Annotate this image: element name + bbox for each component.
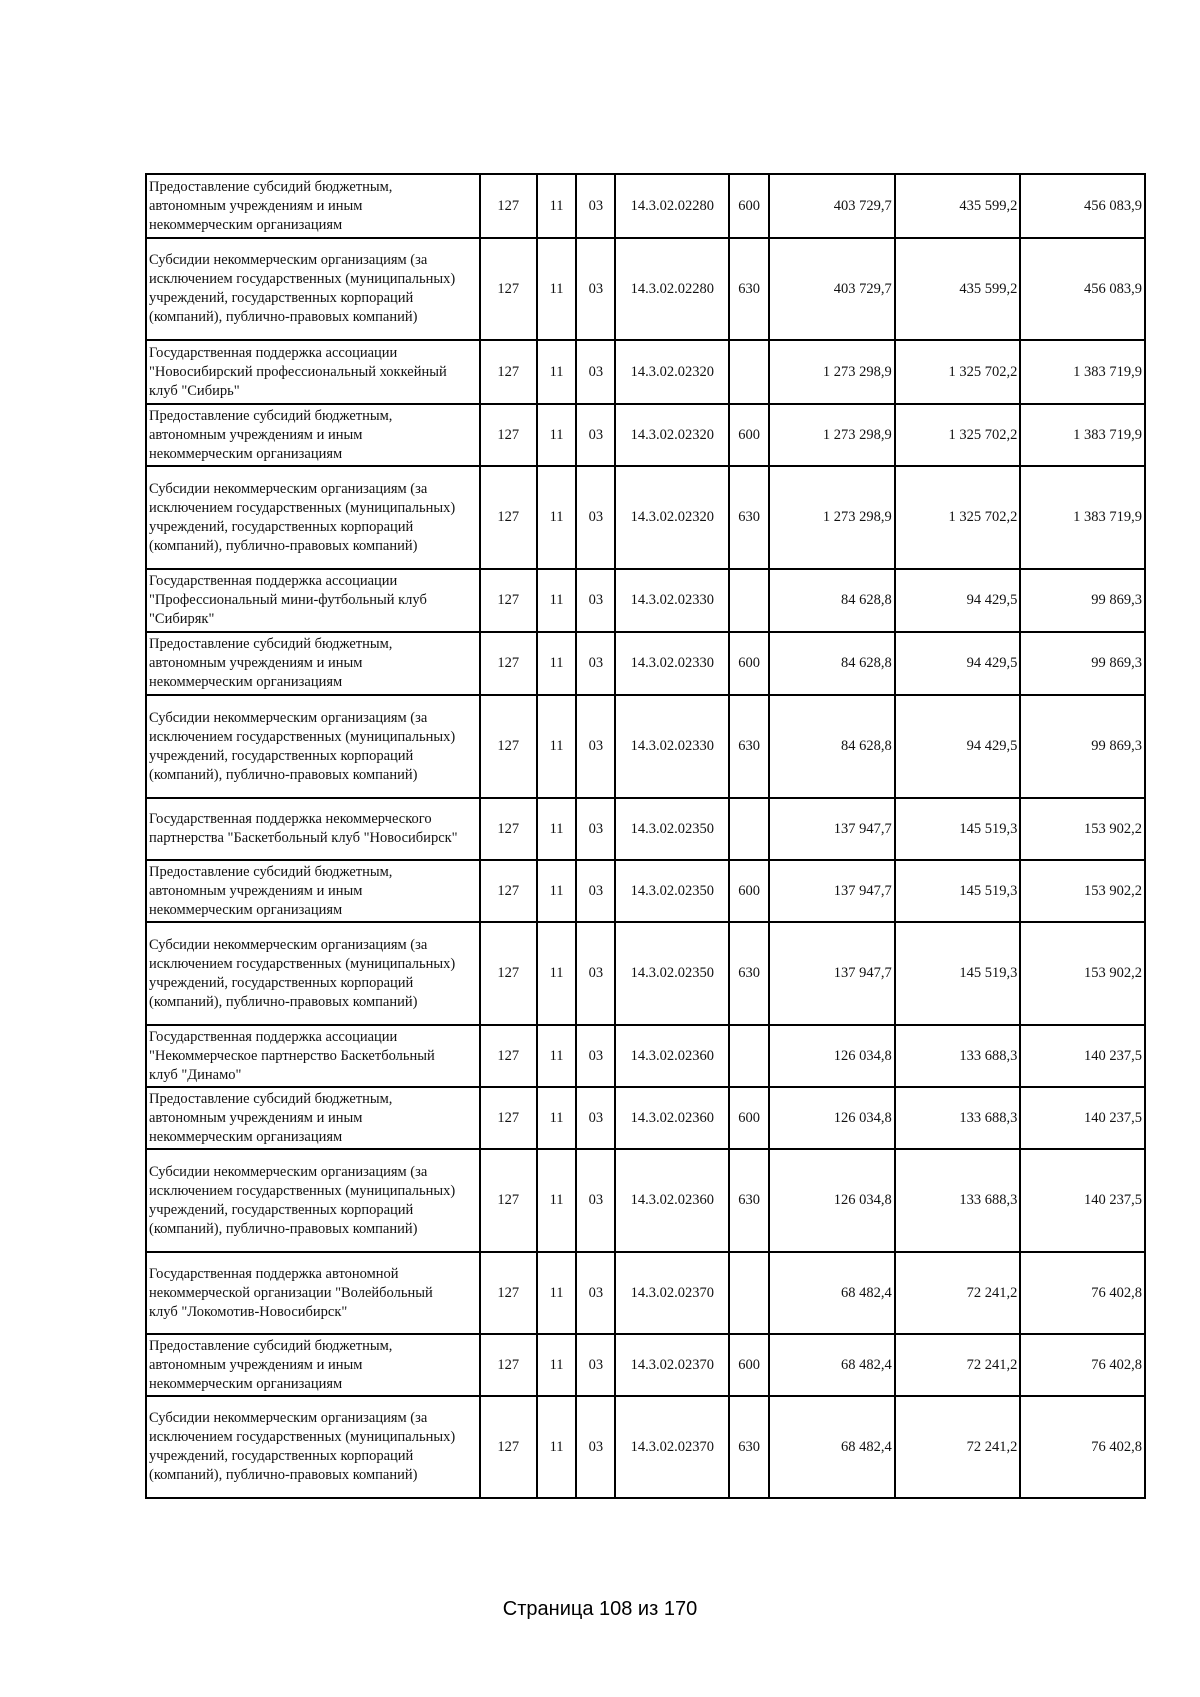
section-code-cell: 11	[537, 340, 577, 404]
target-article-cell: 14.3.02.02360	[615, 1149, 729, 1252]
amount-year3-cell: 76 402,8	[1020, 1334, 1145, 1396]
amount-year3-cell: 456 083,9	[1020, 238, 1145, 340]
expense-name-cell	[146, 1396, 480, 1498]
grbs-code-cell: 127	[480, 569, 537, 632]
subsection-code-cell: 03	[576, 174, 615, 238]
expense-name-line: Субсидии некоммерческим организациям (за	[149, 1163, 428, 1180]
section-code-cell: 11	[537, 569, 577, 632]
expense-name-line: партнерства "Баскетбольный клуб "Новосибирск"	[149, 830, 458, 846]
section-code-cell: 11	[537, 1252, 577, 1334]
expense-name-cell	[146, 1087, 480, 1149]
expense-name-line: Государственная поддержка ассоциации	[149, 573, 398, 589]
subsection-code-cell: 03	[576, 860, 615, 922]
amount-year2-cell: 145 519,3	[895, 922, 1021, 1025]
amount-year1-cell: 68 482,4	[769, 1396, 895, 1498]
subsection-code-cell: 03	[576, 1252, 615, 1334]
expense-name-line: исключением государственных (муниципальных)	[149, 955, 456, 972]
section-code-cell: 11	[537, 1087, 577, 1149]
expense-name-cell	[146, 569, 480, 632]
table-row	[146, 238, 1145, 340]
expense-name-cell	[146, 695, 480, 798]
amount-year2-cell: 133 688,3	[895, 1149, 1021, 1252]
expense-name-line: автономным учреждениям и иным	[149, 197, 363, 214]
table-row	[146, 1396, 1145, 1498]
grbs-code-cell: 127	[480, 695, 537, 798]
expense-name-line: Предоставление субсидий бюджетным,	[149, 863, 393, 880]
amount-year1-cell: 137 947,7	[769, 798, 895, 860]
section-code-cell: 11	[537, 174, 577, 238]
expense-type-cell	[729, 1252, 769, 1334]
expense-name-line: учреждений, государственных корпораций	[149, 1448, 414, 1464]
section-code-cell: 11	[537, 1149, 577, 1252]
amount-year2-cell: 1 325 702,2	[895, 404, 1021, 466]
expense-name-line: исключением государственных (муниципальных)	[149, 1182, 456, 1199]
expense-type-cell: 600	[729, 174, 769, 238]
grbs-code-cell: 127	[480, 860, 537, 922]
expense-type-cell: 630	[729, 1396, 769, 1498]
expense-name-line: автономным учреждениям и иным	[149, 882, 363, 899]
amount-year3-cell: 1 383 719,9	[1020, 404, 1145, 466]
grbs-code-cell: 127	[480, 798, 537, 860]
expense-name-line: Субсидии некоммерческим организациям (за	[149, 252, 428, 268]
amount-year1-cell: 126 034,8	[769, 1025, 895, 1087]
table-row	[146, 340, 1145, 404]
amount-year1-cell: 126 034,8	[769, 1149, 895, 1252]
expense-name-line: Предоставление субсидий бюджетным,	[149, 407, 393, 424]
expense-type-cell: 600	[729, 1087, 769, 1149]
amount-year1-cell: 84 628,8	[769, 569, 895, 632]
subsection-code-cell: 03	[576, 1396, 615, 1498]
expense-name-line: (компаний), публично-правовых компаний)	[149, 309, 418, 325]
amount-year1-cell: 1 273 298,9	[769, 404, 895, 466]
subsection-code-cell: 03	[576, 466, 615, 569]
amount-year1-cell: 137 947,7	[769, 860, 895, 922]
amount-year3-cell: 140 237,5	[1020, 1025, 1145, 1087]
expense-name-cell	[146, 404, 480, 466]
target-article-cell: 14.3.02.02360	[615, 1025, 729, 1087]
target-article-cell: 14.3.02.02330	[615, 569, 729, 632]
expense-name-line: Предоставление субсидий бюджетным,	[149, 178, 393, 195]
table-row	[146, 569, 1145, 632]
page-number-footer: Страница 108 из 170	[502, 1598, 698, 1620]
amount-year1-cell: 84 628,8	[769, 695, 895, 798]
table-row	[146, 404, 1145, 466]
subsection-code-cell: 03	[576, 1149, 615, 1252]
table-row	[146, 632, 1145, 695]
expense-type-cell: 600	[729, 1334, 769, 1396]
expense-type-cell: 630	[729, 1149, 769, 1252]
amount-year2-cell: 145 519,3	[895, 798, 1021, 860]
amount-year2-cell: 94 429,5	[895, 632, 1021, 695]
expense-name-line: автономным учреждениям и иным	[149, 655, 363, 671]
target-article-cell: 14.3.02.02280	[615, 238, 729, 340]
amount-year3-cell: 76 402,8	[1020, 1396, 1145, 1498]
expense-name-line: клуб "Локомотив-Новосибирск"	[149, 1303, 348, 1320]
expense-name-line: "Некоммерческое партнерство Баскетбольный	[149, 1047, 435, 1064]
amount-year1-cell: 1 273 298,9	[769, 466, 895, 569]
expense-name-line: исключением государственных (муниципальных)	[149, 1429, 456, 1445]
expense-name-line: Предоставление субсидий бюджетным,	[149, 1090, 393, 1107]
expense-name-cell	[146, 174, 480, 238]
target-article-cell: 14.3.02.02320	[615, 404, 729, 466]
amount-year1-cell: 403 729,7	[769, 174, 895, 238]
expense-name-line: некоммерческим организациям	[149, 1128, 343, 1145]
table-row	[146, 174, 1145, 238]
expense-name-line: (компаний), публично-правовых компаний)	[149, 1467, 418, 1483]
expense-name-line: некоммерческим организациям	[149, 1375, 343, 1392]
grbs-code-cell: 127	[480, 340, 537, 404]
target-article-cell: 14.3.02.02370	[615, 1252, 729, 1334]
expense-name-line: Государственная поддержка ассоциации	[149, 344, 398, 361]
expense-type-cell: 600	[729, 860, 769, 922]
expense-type-cell	[729, 798, 769, 860]
expense-name-line: "Сибиряк"	[149, 611, 215, 627]
expense-name-line: исключением государственных (муниципальных)	[149, 728, 456, 745]
grbs-code-cell: 127	[480, 1149, 537, 1252]
amount-year2-cell: 1 325 702,2	[895, 340, 1021, 404]
expense-name-cell	[146, 340, 480, 404]
grbs-code-cell: 127	[480, 1252, 537, 1334]
expense-name-line: (компаний), публично-правовых компаний)	[149, 993, 418, 1010]
target-article-cell: 14.3.02.02330	[615, 632, 729, 695]
amount-year2-cell: 72 241,2	[895, 1252, 1021, 1334]
amount-year1-cell: 403 729,7	[769, 238, 895, 340]
expense-name-cell	[146, 1334, 480, 1396]
target-article-cell: 14.3.02.02320	[615, 340, 729, 404]
budget-table-body	[146, 174, 1145, 1498]
expense-name-line: учреждений, государственных корпораций	[149, 1201, 414, 1218]
amount-year1-cell: 68 482,4	[769, 1252, 895, 1334]
target-article-cell: 14.3.02.02370	[615, 1396, 729, 1498]
target-article-cell: 14.3.02.02350	[615, 922, 729, 1025]
expense-name-cell	[146, 860, 480, 922]
table-row	[146, 1025, 1145, 1087]
target-article-cell: 14.3.02.02350	[615, 860, 729, 922]
section-code-cell: 11	[537, 860, 577, 922]
expense-name-line: Субсидии некоммерческим организациям (за	[149, 709, 428, 726]
amount-year2-cell: 1 325 702,2	[895, 466, 1021, 569]
grbs-code-cell: 127	[480, 1087, 537, 1149]
amount-year2-cell: 94 429,5	[895, 569, 1021, 632]
expense-name-cell	[146, 238, 480, 340]
subsection-code-cell: 03	[576, 569, 615, 632]
amount-year2-cell: 94 429,5	[895, 695, 1021, 798]
expense-name-line: (компаний), публично-правовых компаний)	[149, 1220, 418, 1237]
amount-year3-cell: 1 383 719,9	[1020, 340, 1145, 404]
expense-name-cell	[146, 1252, 480, 1334]
expense-name-cell	[146, 922, 480, 1025]
amount-year2-cell: 133 688,3	[895, 1025, 1021, 1087]
subsection-code-cell: 03	[576, 1025, 615, 1087]
grbs-code-cell: 127	[480, 174, 537, 238]
section-code-cell: 11	[537, 922, 577, 1025]
target-article-cell: 14.3.02.02360	[615, 1087, 729, 1149]
section-code-cell: 11	[537, 695, 577, 798]
expense-type-cell: 630	[729, 466, 769, 569]
expense-name-line: некоммерческим организациям	[149, 674, 343, 690]
expense-name-line: Государственная поддержка ассоциации	[149, 1028, 398, 1045]
subsection-code-cell: 03	[576, 798, 615, 860]
grbs-code-cell: 127	[480, 632, 537, 695]
expense-type-cell: 600	[729, 632, 769, 695]
expense-name-line: "Профессиональный мини-футбольный клуб	[149, 592, 427, 608]
target-article-cell: 14.3.02.02280	[615, 174, 729, 238]
grbs-code-cell: 127	[480, 404, 537, 466]
expense-name-line: Субсидии некоммерческим организациям (за	[149, 480, 428, 497]
amount-year1-cell: 68 482,4	[769, 1334, 895, 1396]
section-code-cell: 11	[537, 632, 577, 695]
expense-name-line: Предоставление субсидий бюджетным,	[149, 636, 393, 652]
subsection-code-cell: 03	[576, 340, 615, 404]
amount-year3-cell: 153 902,2	[1020, 798, 1145, 860]
expense-name-line: некоммерческой организации "Волейбольный	[149, 1284, 433, 1301]
table-row	[146, 466, 1145, 569]
expense-name-line: Субсидии некоммерческим организациям (за	[149, 936, 428, 953]
expense-type-cell	[729, 340, 769, 404]
budget-table	[145, 173, 1146, 1499]
expense-name-line: некоммерческим организациям	[149, 445, 343, 462]
table-row	[146, 1149, 1145, 1252]
subsection-code-cell: 03	[576, 695, 615, 798]
grbs-code-cell: 127	[480, 922, 537, 1025]
expense-type-cell: 630	[729, 695, 769, 798]
grbs-code-cell: 127	[480, 466, 537, 569]
amount-year3-cell: 456 083,9	[1020, 174, 1145, 238]
section-code-cell: 11	[537, 798, 577, 860]
expense-name-cell	[146, 1025, 480, 1087]
amount-year3-cell: 99 869,3	[1020, 632, 1145, 695]
expense-name-line: учреждений, государственных корпораций	[149, 518, 414, 535]
expense-type-cell: 630	[729, 922, 769, 1025]
amount-year3-cell: 1 383 719,9	[1020, 466, 1145, 569]
expense-name-line: автономным учреждениям и иным	[149, 1356, 363, 1373]
expense-type-cell: 600	[729, 404, 769, 466]
table-row	[146, 798, 1145, 860]
subsection-code-cell: 03	[576, 632, 615, 695]
expense-name-line: "Новосибирский профессиональный хоккейный	[149, 363, 447, 380]
grbs-code-cell: 127	[480, 1396, 537, 1498]
subsection-code-cell: 03	[576, 1087, 615, 1149]
table-row	[146, 860, 1145, 922]
expense-name-line: клуб "Сибирь"	[149, 382, 240, 399]
amount-year1-cell: 137 947,7	[769, 922, 895, 1025]
grbs-code-cell: 127	[480, 1334, 537, 1396]
table-row	[146, 1252, 1145, 1334]
subsection-code-cell: 03	[576, 404, 615, 466]
expense-name-line: автономным учреждениям и иным	[149, 1109, 363, 1126]
table-row	[146, 1334, 1145, 1396]
expense-name-line: исключением государственных (муниципальных)	[149, 499, 456, 516]
amount-year1-cell: 126 034,8	[769, 1087, 895, 1149]
amount-year3-cell: 76 402,8	[1020, 1252, 1145, 1334]
expense-name-line: некоммерческим организациям	[149, 216, 343, 233]
expense-name-cell	[146, 466, 480, 569]
amount-year3-cell: 140 237,5	[1020, 1149, 1145, 1252]
expense-name-line: Государственная поддержка некоммерческого	[149, 811, 432, 827]
amount-year3-cell: 153 902,2	[1020, 922, 1145, 1025]
grbs-code-cell: 127	[480, 238, 537, 340]
amount-year2-cell: 145 519,3	[895, 860, 1021, 922]
target-article-cell: 14.3.02.02330	[615, 695, 729, 798]
table-row	[146, 1087, 1145, 1149]
amount-year2-cell: 72 241,2	[895, 1396, 1021, 1498]
expense-name-line: учреждений, государственных корпораций	[149, 290, 414, 306]
expense-name-line: клуб "Динамо"	[149, 1066, 242, 1083]
expense-name-line: (компаний), публично-правовых компаний)	[149, 766, 418, 783]
subsection-code-cell: 03	[576, 922, 615, 1025]
expense-name-line: Государственная поддержка автономной	[149, 1265, 399, 1282]
section-code-cell: 11	[537, 404, 577, 466]
amount-year1-cell: 1 273 298,9	[769, 340, 895, 404]
target-article-cell: 14.3.02.02350	[615, 798, 729, 860]
section-code-cell: 11	[537, 1025, 577, 1087]
amount-year3-cell: 140 237,5	[1020, 1087, 1145, 1149]
amount-year2-cell: 133 688,3	[895, 1087, 1021, 1149]
expense-name-cell	[146, 1149, 480, 1252]
expense-type-cell: 630	[729, 238, 769, 340]
subsection-code-cell: 03	[576, 1334, 615, 1396]
expense-type-cell	[729, 1025, 769, 1087]
table-row	[146, 922, 1145, 1025]
amount-year2-cell: 435 599,2	[895, 174, 1021, 238]
amount-year1-cell: 84 628,8	[769, 632, 895, 695]
amount-year2-cell: 435 599,2	[895, 238, 1021, 340]
amount-year2-cell: 72 241,2	[895, 1334, 1021, 1396]
grbs-code-cell: 127	[480, 1025, 537, 1087]
table-row	[146, 695, 1145, 798]
expense-name-line: исключением государственных (муниципальных)	[149, 271, 456, 287]
section-code-cell: 11	[537, 238, 577, 340]
target-article-cell: 14.3.02.02320	[615, 466, 729, 569]
expense-name-line: (компаний), публично-правовых компаний)	[149, 537, 418, 554]
section-code-cell: 11	[537, 1334, 577, 1396]
expense-name-cell	[146, 632, 480, 695]
amount-year3-cell: 99 869,3	[1020, 695, 1145, 798]
expense-name-line: некоммерческим организациям	[149, 901, 343, 918]
expense-type-cell	[729, 569, 769, 632]
expense-name-line: Субсидии некоммерческим организациям (за	[149, 1410, 428, 1426]
subsection-code-cell: 03	[576, 238, 615, 340]
expense-name-line: Предоставление субсидий бюджетным,	[149, 1337, 393, 1354]
expense-name-line: автономным учреждениям и иным	[149, 426, 363, 443]
expense-name-cell	[146, 798, 480, 860]
amount-year3-cell: 153 902,2	[1020, 860, 1145, 922]
expense-name-line: учреждений, государственных корпораций	[149, 974, 414, 991]
target-article-cell: 14.3.02.02370	[615, 1334, 729, 1396]
section-code-cell: 11	[537, 466, 577, 569]
amount-year3-cell: 99 869,3	[1020, 569, 1145, 632]
section-code-cell: 11	[537, 1396, 577, 1498]
expense-name-line: учреждений, государственных корпораций	[149, 747, 414, 764]
